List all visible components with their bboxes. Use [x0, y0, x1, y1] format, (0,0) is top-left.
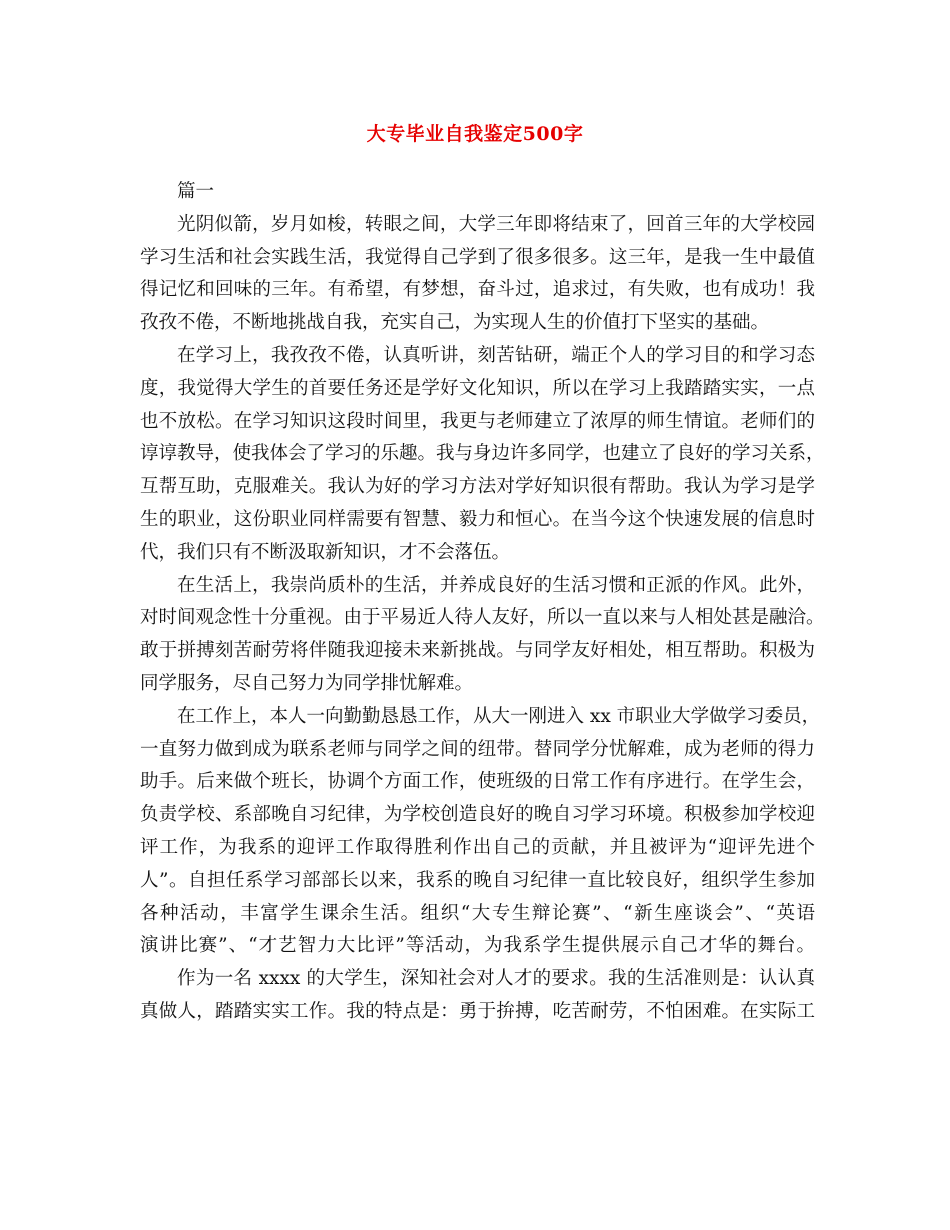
- body-line: 负责学校、系部晚自习纪律，为学校创造良好的晚自习学习环境。积极参加学校迎: [140, 804, 815, 826]
- body-line: 学习生活和社会实践生活，我觉得自己学到了很多很多。这三年，是我一生中最值: [140, 246, 815, 268]
- body-line: 在学习上，我孜孜不倦，认真听讲，刻苦钻研，端正个人的学习目的和学习态: [177, 344, 815, 366]
- body-line: 孜孜不倦，不断地挑战自我，充实自己，为实现人生的价值打下坚实的基础。: [140, 312, 770, 334]
- body-line: 真做人，踏踏实实工作。我的特点是：勇于拚搏，吃苦耐劳，不怕困难。在实际工: [140, 1000, 815, 1022]
- document-title: 大专毕业自我鉴定500字: [366, 123, 584, 145]
- body-line: 生的职业，这份职业同样需要有智慧、毅力和恒心。在当今这个快速发展的信息时: [140, 508, 815, 530]
- body-line: 一直努力做到成为联系老师与同学之间的纽带。替同学分忧解难，成为老师的得力: [140, 738, 815, 760]
- body-line: 度，我觉得大学生的首要任务还是学好文化知识，所以在学习上我踏踏实实，一点: [140, 377, 815, 399]
- body-line: 敢于拼搏刻苦耐劳将伴随我迎接未来新挑战。与同学友好相处，相互帮助。积极为: [140, 640, 815, 662]
- body-line: 作为一名 xxxx 的大学生，深知社会对人才的要求。我的生活准则是：认认真: [177, 968, 815, 990]
- document-body: [140, 176, 825, 1029]
- body-line: 评工作，为我系的迎评工作取得胜利作出自己的贡献，并且被评为“迎评先进个: [140, 836, 815, 858]
- body-line: 助手。后来做个班长，协调个方面工作，使班级的日常工作有序进行。在学生会，: [140, 771, 815, 793]
- body-line: 光阴似箭，岁月如梭，转眼之间，大学三年即将结束了，回首三年的大学校园: [177, 213, 815, 235]
- body-line: 篇一: [177, 181, 215, 202]
- body-line: 演讲比赛”、“才艺智力大比评”等活动，为我系学生提供展示自己才华的舞台。: [140, 935, 815, 957]
- body-line: 对时间观念性十分重视。由于平易近人待人友好，所以一直以来与人相处甚是融洽。: [140, 607, 825, 629]
- body-line: 代，我们只有不断汲取新知识，才不会落伍。: [140, 541, 511, 563]
- body-line: 也不放松。在学习知识这段时间里，我更与老师建立了浓厚的师生情谊。老师们的: [140, 410, 815, 432]
- body-line: 在生活上，我崇尚质朴的生活，并养成良好的生活习惯和正派的作风。此外，: [177, 574, 815, 596]
- body-line: 在工作上，本人一向勤勤恳恳工作，从大一刚进入 xx 市职业大学做学习委员，: [177, 705, 821, 727]
- body-line: 互帮互助，克服难关。我认为好的学习方法对学好知识很有帮助。我认为学习是学: [140, 476, 815, 498]
- body-line: 人”。自担任系学习部部长以来，我系的晚自习纪律一直比较良好，组织学生参加: [140, 869, 815, 891]
- body-line: 同学服务，尽自己努力为同学排忧解难。: [140, 672, 474, 694]
- body-line: 谆谆教导，使我体会了学习的乐趣。我与身边许多同学，也建立了良好的学习关系，: [140, 443, 825, 465]
- body-line: 各种活动，丰富学生课余生活。组织“大专生辩论赛”、“新生座谈会”、“英语: [140, 902, 815, 924]
- body-line: 得记忆和回味的三年。有希望，有梦想，奋斗过，追求过，有失败，也有成功！我: [140, 279, 815, 301]
